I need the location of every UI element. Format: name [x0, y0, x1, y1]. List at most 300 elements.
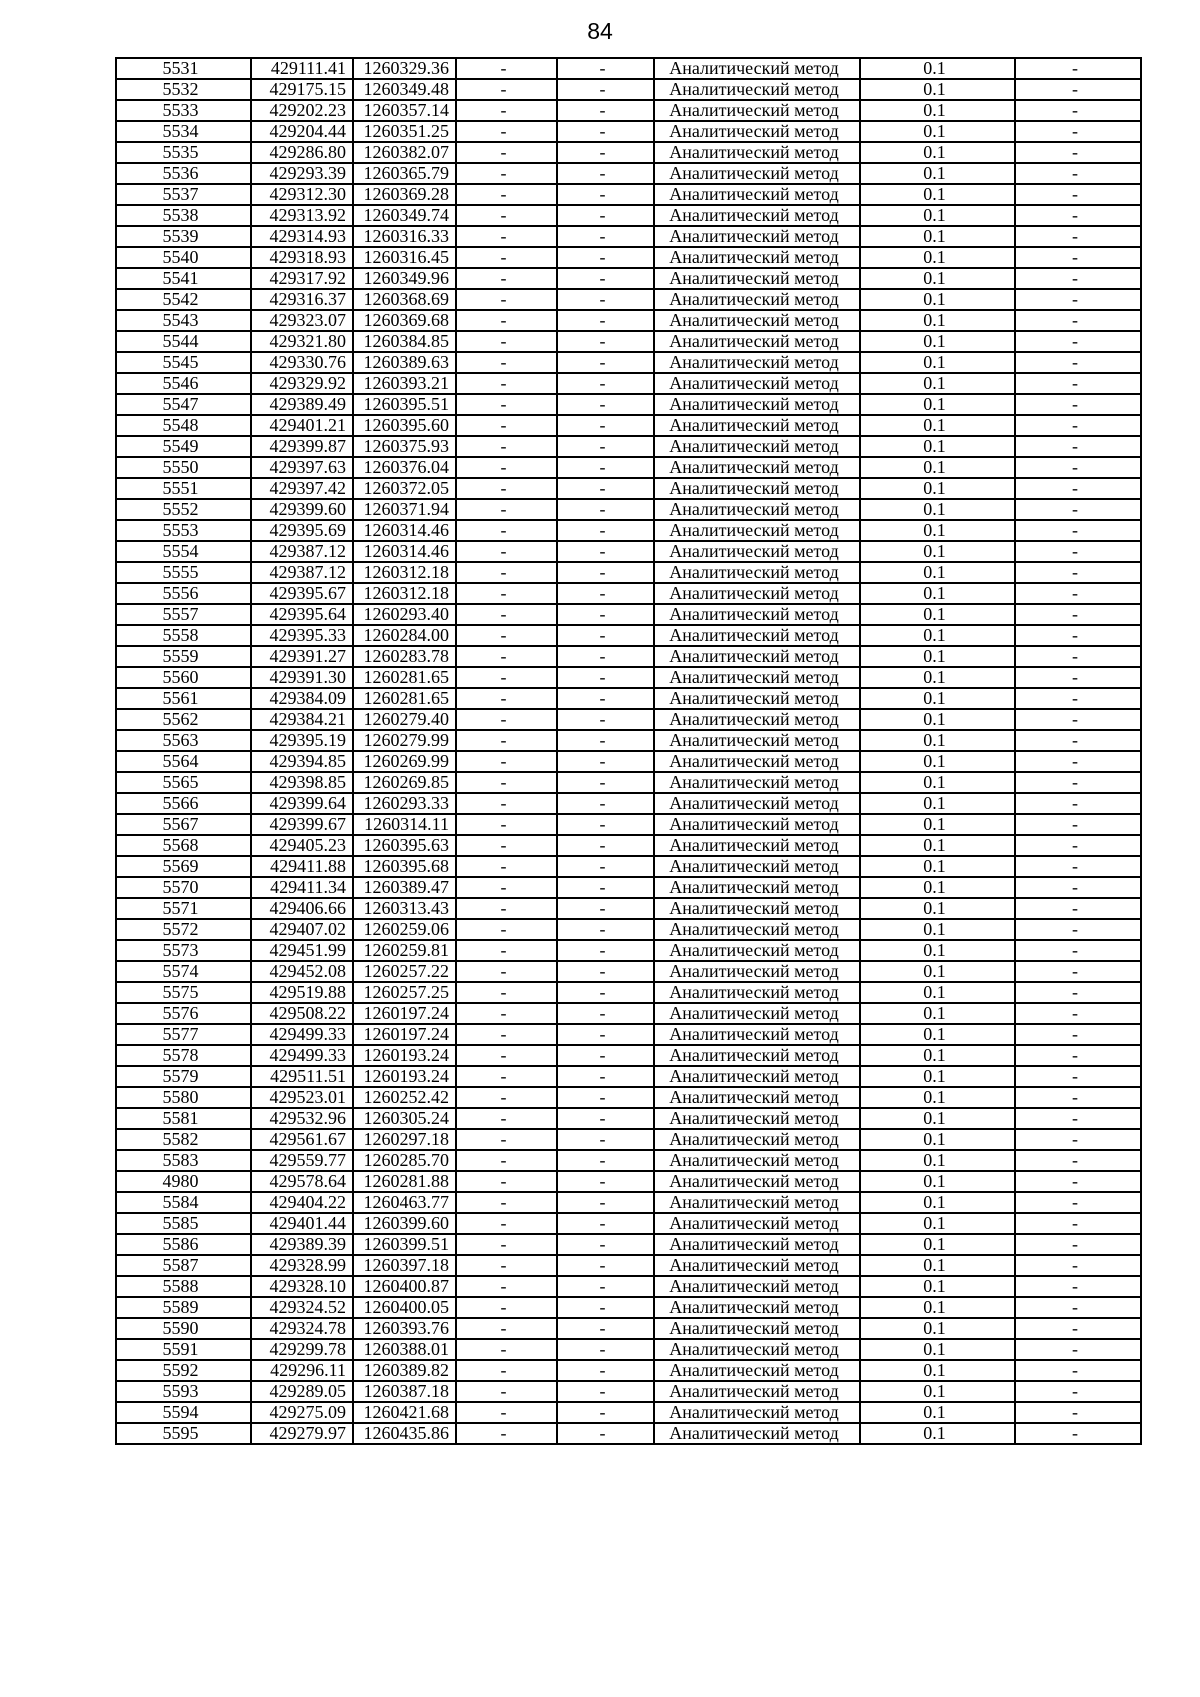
method-cell: Аналитический метод: [654, 226, 860, 247]
point-number-cell: 5531: [116, 58, 251, 79]
y-coordinate-cell: 1260193.24: [353, 1066, 456, 1087]
y-coordinate-cell: 1260388.01: [353, 1339, 456, 1360]
x-coordinate-cell: 429324.78: [251, 1318, 353, 1339]
dash-cell: -: [1015, 961, 1141, 982]
table-row: [116, 1087, 1141, 1108]
x-coordinate-cell: 429411.34: [251, 877, 353, 898]
accuracy-cell: 0.1: [860, 898, 1015, 919]
y-coordinate-cell: 1260395.63: [353, 835, 456, 856]
method-cell: Аналитический метод: [654, 415, 860, 436]
method-cell: Аналитический метод: [654, 1360, 860, 1381]
dash-cell: -: [1015, 1297, 1141, 1318]
accuracy-cell: 0.1: [860, 226, 1015, 247]
dash-cell: -: [1015, 100, 1141, 121]
method-cell: Аналитический метод: [654, 940, 860, 961]
accuracy-cell: 0.1: [860, 877, 1015, 898]
y-coordinate-cell: 1260283.78: [353, 646, 456, 667]
table-row: [116, 457, 1141, 478]
x-coordinate-cell: 429499.33: [251, 1045, 353, 1066]
x-coordinate-cell: 429395.69: [251, 520, 353, 541]
dash-cell: -: [557, 1255, 654, 1276]
accuracy-cell: 0.1: [860, 478, 1015, 499]
point-number-cell: 5548: [116, 415, 251, 436]
point-number-cell: 5594: [116, 1402, 251, 1423]
table-row: [116, 667, 1141, 688]
dash-cell: -: [1015, 1381, 1141, 1402]
dash-cell: -: [1015, 940, 1141, 961]
point-number-cell: 5552: [116, 499, 251, 520]
method-cell: Аналитический метод: [654, 1192, 860, 1213]
dash-cell: -: [1015, 835, 1141, 856]
y-coordinate-cell: 1260369.28: [353, 184, 456, 205]
table-row: [116, 1381, 1141, 1402]
y-coordinate-cell: 1260375.93: [353, 436, 456, 457]
table-row: [116, 373, 1141, 394]
dash-cell: -: [456, 1381, 557, 1402]
dash-cell: -: [1015, 772, 1141, 793]
accuracy-cell: 0.1: [860, 1381, 1015, 1402]
dash-cell: -: [557, 415, 654, 436]
accuracy-cell: 0.1: [860, 1108, 1015, 1129]
table-row: [116, 1045, 1141, 1066]
accuracy-cell: 0.1: [860, 1150, 1015, 1171]
method-cell: Аналитический метод: [654, 184, 860, 205]
table-row: [116, 289, 1141, 310]
table-row: [116, 310, 1141, 331]
dash-cell: -: [1015, 310, 1141, 331]
x-coordinate-cell: 429395.19: [251, 730, 353, 751]
table-row: [116, 1402, 1141, 1423]
method-cell: Аналитический метод: [654, 163, 860, 184]
point-number-cell: 4980: [116, 1171, 251, 1192]
dash-cell: -: [557, 478, 654, 499]
x-coordinate-cell: 429111.41: [251, 58, 353, 79]
method-cell: Аналитический метод: [654, 772, 860, 793]
y-coordinate-cell: 1260387.18: [353, 1381, 456, 1402]
dash-cell: -: [456, 562, 557, 583]
accuracy-cell: 0.1: [860, 79, 1015, 100]
dash-cell: -: [557, 226, 654, 247]
point-number-cell: 5588: [116, 1276, 251, 1297]
dash-cell: -: [557, 352, 654, 373]
dash-cell: -: [456, 1024, 557, 1045]
dash-cell: -: [1015, 709, 1141, 730]
table-row: [116, 1423, 1141, 1444]
y-coordinate-cell: 1260393.76: [353, 1318, 456, 1339]
x-coordinate-cell: 429299.78: [251, 1339, 353, 1360]
table-row: [116, 331, 1141, 352]
dash-cell: -: [456, 352, 557, 373]
dash-cell: -: [456, 1402, 557, 1423]
accuracy-cell: 0.1: [860, 1066, 1015, 1087]
dash-cell: -: [1015, 415, 1141, 436]
dash-cell: -: [1015, 184, 1141, 205]
x-coordinate-cell: 429532.96: [251, 1108, 353, 1129]
table-row: [116, 1024, 1141, 1045]
method-cell: Аналитический метод: [654, 58, 860, 79]
table-row: [116, 226, 1141, 247]
dash-cell: -: [1015, 625, 1141, 646]
method-cell: Аналитический метод: [654, 520, 860, 541]
method-cell: Аналитический метод: [654, 394, 860, 415]
method-cell: Аналитический метод: [654, 1129, 860, 1150]
method-cell: Аналитический метод: [654, 541, 860, 562]
dash-cell: -: [1015, 457, 1141, 478]
accuracy-cell: 0.1: [860, 856, 1015, 877]
method-cell: Аналитический метод: [654, 1003, 860, 1024]
table-row: [116, 499, 1141, 520]
dash-cell: -: [456, 583, 557, 604]
point-number-cell: 5595: [116, 1423, 251, 1444]
x-coordinate-cell: 429395.64: [251, 604, 353, 625]
x-coordinate-cell: 429407.02: [251, 919, 353, 940]
x-coordinate-cell: 429313.92: [251, 205, 353, 226]
method-cell: Аналитический метод: [654, 919, 860, 940]
dash-cell: -: [1015, 1129, 1141, 1150]
point-number-cell: 5537: [116, 184, 251, 205]
accuracy-cell: 0.1: [860, 1276, 1015, 1297]
dash-cell: -: [557, 1276, 654, 1297]
x-coordinate-cell: 429411.88: [251, 856, 353, 877]
dash-cell: -: [557, 1234, 654, 1255]
point-number-cell: 5546: [116, 373, 251, 394]
dash-cell: -: [1015, 583, 1141, 604]
x-coordinate-cell: 429314.93: [251, 226, 353, 247]
point-number-cell: 5541: [116, 268, 251, 289]
dash-cell: -: [1015, 1255, 1141, 1276]
x-coordinate-cell: 429384.09: [251, 688, 353, 709]
x-coordinate-cell: 429391.30: [251, 667, 353, 688]
point-number-cell: 5574: [116, 961, 251, 982]
y-coordinate-cell: 1260368.69: [353, 289, 456, 310]
x-coordinate-cell: 429451.99: [251, 940, 353, 961]
x-coordinate-cell: 429508.22: [251, 1003, 353, 1024]
x-coordinate-cell: 429387.12: [251, 541, 353, 562]
dash-cell: -: [557, 1360, 654, 1381]
dash-cell: -: [557, 667, 654, 688]
point-number-cell: 5571: [116, 898, 251, 919]
method-cell: Аналитический метод: [654, 1066, 860, 1087]
dash-cell: -: [1015, 79, 1141, 100]
dash-cell: -: [1015, 394, 1141, 415]
y-coordinate-cell: 1260279.99: [353, 730, 456, 751]
method-cell: Аналитический метод: [654, 1150, 860, 1171]
accuracy-cell: 0.1: [860, 583, 1015, 604]
dash-cell: -: [1015, 1423, 1141, 1444]
dash-cell: -: [557, 1150, 654, 1171]
dash-cell: -: [557, 331, 654, 352]
table-row: [116, 205, 1141, 226]
dash-cell: -: [456, 898, 557, 919]
dash-cell: -: [1015, 793, 1141, 814]
accuracy-cell: 0.1: [860, 1171, 1015, 1192]
x-coordinate-cell: 429328.99: [251, 1255, 353, 1276]
dash-cell: -: [557, 709, 654, 730]
point-number-cell: 5566: [116, 793, 251, 814]
dash-cell: -: [456, 877, 557, 898]
accuracy-cell: 0.1: [860, 394, 1015, 415]
page-number: 84: [587, 18, 613, 44]
accuracy-cell: 0.1: [860, 352, 1015, 373]
method-cell: Аналитический метод: [654, 604, 860, 625]
method-cell: Аналитический метод: [654, 1402, 860, 1423]
point-number-cell: 5540: [116, 247, 251, 268]
x-coordinate-cell: 429404.22: [251, 1192, 353, 1213]
point-number-cell: 5585: [116, 1213, 251, 1234]
dash-cell: -: [557, 982, 654, 1003]
method-cell: Аналитический метод: [654, 1108, 860, 1129]
point-number-cell: 5580: [116, 1087, 251, 1108]
table-row: [116, 835, 1141, 856]
method-cell: Аналитический метод: [654, 898, 860, 919]
dash-cell: -: [1015, 541, 1141, 562]
dash-cell: -: [456, 79, 557, 100]
accuracy-cell: 0.1: [860, 331, 1015, 352]
table-row: [116, 142, 1141, 163]
dash-cell: -: [456, 541, 557, 562]
dash-cell: -: [557, 562, 654, 583]
x-coordinate-cell: 429275.09: [251, 1402, 353, 1423]
dash-cell: -: [1015, 646, 1141, 667]
dash-cell: -: [1015, 1108, 1141, 1129]
dash-cell: -: [557, 1339, 654, 1360]
dash-cell: -: [1015, 1213, 1141, 1234]
dash-cell: -: [456, 1171, 557, 1192]
y-coordinate-cell: 1260357.14: [353, 100, 456, 121]
x-coordinate-cell: 429395.67: [251, 583, 353, 604]
x-coordinate-cell: 429405.23: [251, 835, 353, 856]
dash-cell: -: [456, 331, 557, 352]
dash-cell: -: [557, 1213, 654, 1234]
dash-cell: -: [557, 1129, 654, 1150]
y-coordinate-cell: 1260314.11: [353, 814, 456, 835]
accuracy-cell: 0.1: [860, 520, 1015, 541]
dash-cell: -: [456, 1087, 557, 1108]
dash-cell: -: [456, 1318, 557, 1339]
table-row: [116, 877, 1141, 898]
accuracy-cell: 0.1: [860, 289, 1015, 310]
point-number-cell: 5533: [116, 100, 251, 121]
point-number-cell: 5577: [116, 1024, 251, 1045]
table-row: [116, 121, 1141, 142]
dash-cell: -: [557, 394, 654, 415]
dash-cell: -: [1015, 1066, 1141, 1087]
point-number-cell: 5564: [116, 751, 251, 772]
accuracy-cell: 0.1: [860, 709, 1015, 730]
point-number-cell: 5556: [116, 583, 251, 604]
y-coordinate-cell: 1260399.51: [353, 1234, 456, 1255]
point-number-cell: 5553: [116, 520, 251, 541]
x-coordinate-cell: 429289.05: [251, 1381, 353, 1402]
dash-cell: -: [1015, 58, 1141, 79]
accuracy-cell: 0.1: [860, 1360, 1015, 1381]
point-number-cell: 5561: [116, 688, 251, 709]
dash-cell: -: [1015, 520, 1141, 541]
x-coordinate-cell: 429401.44: [251, 1213, 353, 1234]
method-cell: Аналитический метод: [654, 793, 860, 814]
accuracy-cell: 0.1: [860, 772, 1015, 793]
dash-cell: -: [557, 604, 654, 625]
table-row: [116, 1339, 1141, 1360]
table-row: [116, 1129, 1141, 1150]
y-coordinate-cell: 1260371.94: [353, 499, 456, 520]
accuracy-cell: 0.1: [860, 1423, 1015, 1444]
dash-cell: -: [456, 625, 557, 646]
method-cell: Аналитический метод: [654, 562, 860, 583]
dash-cell: -: [456, 709, 557, 730]
x-coordinate-cell: 429399.87: [251, 436, 353, 457]
dash-cell: -: [1015, 1171, 1141, 1192]
y-coordinate-cell: 1260389.63: [353, 352, 456, 373]
dash-cell: -: [557, 814, 654, 835]
dash-cell: -: [1015, 1339, 1141, 1360]
dash-cell: -: [557, 1003, 654, 1024]
dash-cell: -: [557, 940, 654, 961]
dash-cell: -: [456, 604, 557, 625]
dash-cell: -: [1015, 1318, 1141, 1339]
table-row: [116, 709, 1141, 730]
table-row: [116, 352, 1141, 373]
dash-cell: -: [456, 1234, 557, 1255]
dash-cell: -: [456, 310, 557, 331]
dash-cell: -: [1015, 1024, 1141, 1045]
table-row: [116, 856, 1141, 877]
y-coordinate-cell: 1260257.22: [353, 961, 456, 982]
method-cell: Аналитический метод: [654, 814, 860, 835]
table-row: [116, 1234, 1141, 1255]
y-coordinate-cell: 1260399.60: [353, 1213, 456, 1234]
y-coordinate-cell: 1260372.05: [353, 478, 456, 499]
y-coordinate-cell: 1260400.05: [353, 1297, 456, 1318]
dash-cell: -: [456, 1129, 557, 1150]
dash-cell: -: [456, 205, 557, 226]
method-cell: Аналитический метод: [654, 310, 860, 331]
point-number-cell: 5589: [116, 1297, 251, 1318]
dash-cell: -: [1015, 1150, 1141, 1171]
point-number-cell: 5555: [116, 562, 251, 583]
point-number-cell: 5547: [116, 394, 251, 415]
table-row: [116, 268, 1141, 289]
dash-cell: -: [557, 205, 654, 226]
x-coordinate-cell: 429328.10: [251, 1276, 353, 1297]
accuracy-cell: 0.1: [860, 1045, 1015, 1066]
dash-cell: -: [456, 268, 557, 289]
method-cell: Аналитический метод: [654, 1171, 860, 1192]
dash-cell: -: [456, 1045, 557, 1066]
x-coordinate-cell: 429296.11: [251, 1360, 353, 1381]
accuracy-cell: 0.1: [860, 1213, 1015, 1234]
table-row: [116, 898, 1141, 919]
dash-cell: -: [1015, 1045, 1141, 1066]
method-cell: Аналитический метод: [654, 1381, 860, 1402]
dash-cell: -: [557, 163, 654, 184]
method-cell: Аналитический метод: [654, 667, 860, 688]
point-number-cell: 5579: [116, 1066, 251, 1087]
table-row: [116, 1360, 1141, 1381]
point-number-cell: 5583: [116, 1150, 251, 1171]
point-number-cell: 5584: [116, 1192, 251, 1213]
point-number-cell: 5576: [116, 1003, 251, 1024]
dash-cell: -: [1015, 856, 1141, 877]
dash-cell: -: [456, 1255, 557, 1276]
table-row: [116, 520, 1141, 541]
dash-cell: -: [1015, 1402, 1141, 1423]
y-coordinate-cell: 1260395.60: [353, 415, 456, 436]
point-number-cell: 5590: [116, 1318, 251, 1339]
accuracy-cell: 0.1: [860, 1339, 1015, 1360]
accuracy-cell: 0.1: [860, 835, 1015, 856]
dash-cell: -: [557, 1108, 654, 1129]
y-coordinate-cell: 1260316.33: [353, 226, 456, 247]
x-coordinate-cell: 429397.42: [251, 478, 353, 499]
y-coordinate-cell: 1260463.77: [353, 1192, 456, 1213]
y-coordinate-cell: 1260397.18: [353, 1255, 456, 1276]
accuracy-cell: 0.1: [860, 499, 1015, 520]
table-row: [116, 604, 1141, 625]
point-number-cell: 5575: [116, 982, 251, 1003]
y-coordinate-cell: 1260269.99: [353, 751, 456, 772]
accuracy-cell: 0.1: [860, 688, 1015, 709]
dash-cell: -: [1015, 1276, 1141, 1297]
table-row: [116, 1150, 1141, 1171]
dash-cell: -: [557, 1297, 654, 1318]
table-row: [116, 688, 1141, 709]
method-cell: Аналитический метод: [654, 121, 860, 142]
table-row: [116, 79, 1141, 100]
dash-cell: -: [456, 667, 557, 688]
dash-cell: -: [456, 730, 557, 751]
x-coordinate-cell: 429324.52: [251, 1297, 353, 1318]
method-cell: Аналитический метод: [654, 1087, 860, 1108]
accuracy-cell: 0.1: [860, 1318, 1015, 1339]
table-row: [116, 646, 1141, 667]
method-cell: Аналитический метод: [654, 247, 860, 268]
method-cell: Аналитический метод: [654, 1234, 860, 1255]
table-row: [116, 1192, 1141, 1213]
point-number-cell: 5536: [116, 163, 251, 184]
method-cell: Аналитический метод: [654, 1339, 860, 1360]
dash-cell: -: [456, 1150, 557, 1171]
x-coordinate-cell: 429316.37: [251, 289, 353, 310]
method-cell: Аналитический метод: [654, 982, 860, 1003]
accuracy-cell: 0.1: [860, 562, 1015, 583]
dash-cell: -: [456, 163, 557, 184]
dash-cell: -: [557, 457, 654, 478]
dash-cell: -: [557, 310, 654, 331]
table-row: [116, 184, 1141, 205]
accuracy-cell: 0.1: [860, 646, 1015, 667]
y-coordinate-cell: 1260369.68: [353, 310, 456, 331]
dash-cell: -: [456, 1003, 557, 1024]
y-coordinate-cell: 1260269.85: [353, 772, 456, 793]
method-cell: Аналитический метод: [654, 961, 860, 982]
point-number-cell: 5549: [116, 436, 251, 457]
dash-cell: -: [557, 1423, 654, 1444]
dash-cell: -: [456, 1066, 557, 1087]
accuracy-cell: 0.1: [860, 247, 1015, 268]
y-coordinate-cell: 1260259.06: [353, 919, 456, 940]
dash-cell: -: [557, 835, 654, 856]
x-coordinate-cell: 429397.63: [251, 457, 353, 478]
dash-cell: -: [456, 1192, 557, 1213]
dash-cell: -: [1015, 562, 1141, 583]
method-cell: Аналитический метод: [654, 79, 860, 100]
dash-cell: -: [456, 478, 557, 499]
x-coordinate-cell: 429389.49: [251, 394, 353, 415]
y-coordinate-cell: 1260259.81: [353, 940, 456, 961]
x-coordinate-cell: 429561.67: [251, 1129, 353, 1150]
point-number-cell: 5567: [116, 814, 251, 835]
